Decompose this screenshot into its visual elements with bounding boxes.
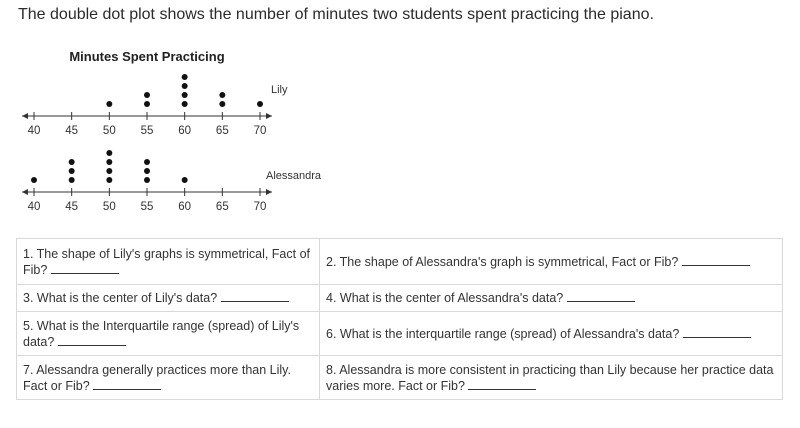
- answer-blank[interactable]: [93, 379, 161, 390]
- alessandra-dot: [106, 177, 112, 183]
- lily-dot: [257, 101, 263, 107]
- alessandra-plot: [22, 150, 272, 213]
- lily-dot: [182, 83, 188, 89]
- question-3: 3. What is the center of Lily's data?: [17, 285, 320, 312]
- lily-dot: [219, 101, 225, 107]
- alessandra-dot: [144, 177, 150, 183]
- lily-series-label: Lily: [271, 84, 288, 96]
- lily-tick-label: 45: [65, 125, 79, 137]
- questions-table: [16, 238, 783, 400]
- alessandra-dot: [69, 177, 75, 183]
- lily-tick-label: 55: [140, 125, 154, 137]
- alessandra-dot: [69, 168, 75, 174]
- alessandra-dot: [144, 159, 150, 165]
- question-8: 8. Alessandra is more consistent in practicing than Lily because her practice data varies more. Fact or Fib?: [320, 356, 783, 400]
- lily-dot: [219, 92, 225, 98]
- alessandra-dot: [31, 177, 37, 183]
- lily-dot: [182, 92, 188, 98]
- alessandra-tick-label: 55: [140, 201, 154, 213]
- alessandra-dot: [182, 177, 188, 183]
- question-4: 4. What is the center of Alessandra's data?: [320, 285, 783, 312]
- lily-tick-label: 40: [27, 125, 41, 137]
- lily-dot: [182, 101, 188, 107]
- alessandra-dot: [106, 150, 112, 156]
- table-row: [17, 312, 783, 356]
- alessandra-series-label: Alessandra: [266, 170, 322, 182]
- chart-title: Minutes Spent Practicing: [69, 49, 225, 64]
- lily-dot: [144, 92, 150, 98]
- alessandra-dot: [144, 168, 150, 174]
- question-6: 6. What is the interquartile range (spread) of Alessandra's data?: [320, 312, 783, 356]
- lily-dot: [182, 74, 188, 80]
- alessandra-tick-label: 45: [65, 201, 79, 213]
- answer-blank[interactable]: [683, 327, 751, 338]
- alessandra-tick-label: 60: [178, 201, 192, 213]
- alessandra-tick-label: 70: [253, 201, 267, 213]
- table-row: [17, 285, 783, 312]
- answer-blank[interactable]: [567, 291, 635, 302]
- intro-text: The double dot plot shows the number of minutes two students spent practicing the piano.: [18, 6, 654, 23]
- question-1: 1. The shape of Lily's graphs is symmetrical, Fact of Fib?: [17, 239, 320, 285]
- lily-tick-label: 70: [253, 125, 267, 137]
- lily-tick-label: 50: [102, 125, 116, 137]
- question-5: 5. What is the Interquartile range (spread) of Lily's data?: [17, 312, 320, 356]
- lily-plot: [22, 74, 272, 137]
- alessandra-axis-arrow-right: [266, 189, 272, 195]
- alessandra-dot: [69, 159, 75, 165]
- table-row: [17, 239, 783, 285]
- lily-axis-arrow-right: [266, 113, 272, 119]
- answer-blank[interactable]: [221, 291, 289, 302]
- alessandra-tick-label: 65: [215, 201, 229, 213]
- alessandra-axis-arrow-left: [22, 189, 28, 195]
- answer-blank[interactable]: [51, 263, 119, 274]
- lily-tick-label: 65: [215, 125, 229, 137]
- question-7: 7. Alessandra generally practices more than Lily. Fact or Fib?: [17, 356, 320, 400]
- lily-tick-label: 60: [178, 125, 192, 137]
- lily-axis-arrow-left: [22, 113, 28, 119]
- alessandra-tick-label: 40: [27, 201, 41, 213]
- question-2: 2. The shape of Alessandra's graph is symmetrical, Fact or Fib?: [320, 239, 783, 285]
- lily-dot: [144, 101, 150, 107]
- table-row: [17, 356, 783, 400]
- alessandra-dot: [106, 168, 112, 174]
- alessandra-tick-label: 50: [102, 201, 116, 213]
- answer-blank[interactable]: [58, 335, 126, 346]
- lily-dot: [106, 101, 112, 107]
- alessandra-dot: [106, 159, 112, 165]
- answer-blank[interactable]: [682, 255, 750, 266]
- answer-blank[interactable]: [468, 379, 536, 390]
